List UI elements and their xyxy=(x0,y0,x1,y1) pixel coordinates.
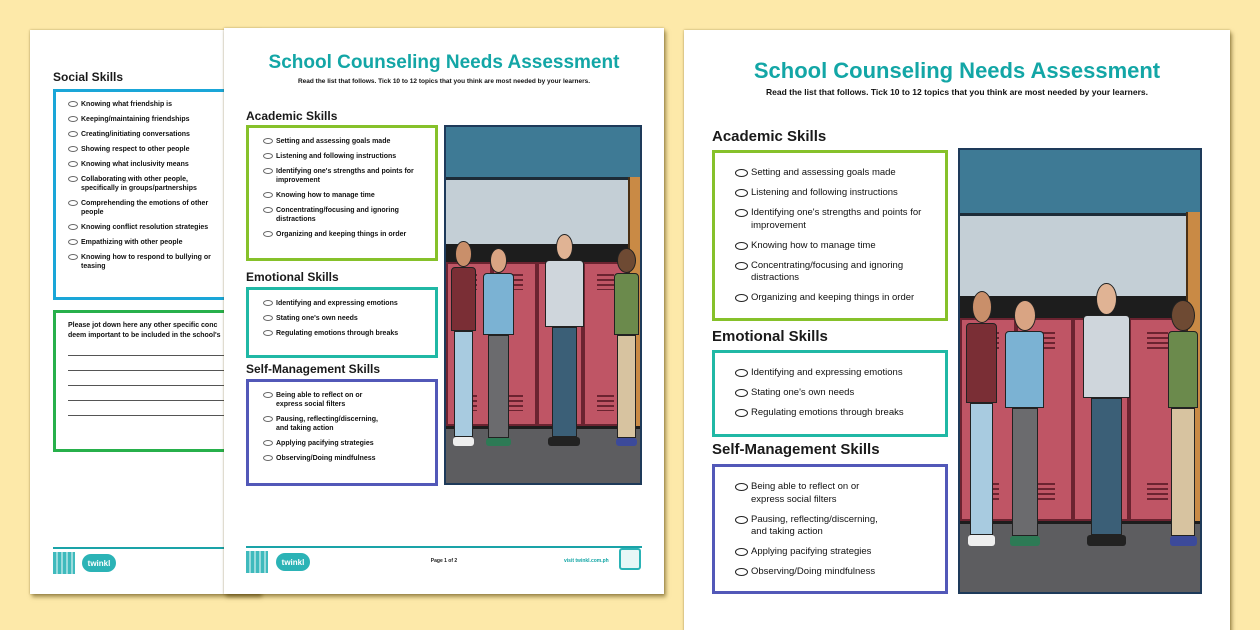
checklist-item[interactable]: Regulating emotions through breaks xyxy=(263,329,435,338)
checkbox-circle-icon[interactable] xyxy=(263,455,273,461)
checklist-item[interactable]: Pausing, reflecting/discerning, and taking action xyxy=(735,514,895,539)
checklist-item[interactable]: Pausing, reflecting/discerning, and taking action xyxy=(263,415,388,433)
checkbox-circle-icon[interactable] xyxy=(68,161,78,167)
checkbox-circle-icon[interactable] xyxy=(68,131,78,137)
checkbox-circle-icon[interactable] xyxy=(735,409,748,417)
checkbox-circle-icon[interactable] xyxy=(263,192,273,198)
checkbox-circle-icon[interactable] xyxy=(68,224,78,230)
checklist-item[interactable]: Identifying one's strengths and points for improvement xyxy=(263,167,423,185)
checklist-item[interactable]: Identifying one's strengths and points for improvement xyxy=(735,207,935,232)
checkbox-circle-icon[interactable] xyxy=(68,101,78,107)
document-instructions: Read the list that follows. Tick 10 to 12 topics that you think are most needed by your learners. xyxy=(297,78,591,85)
academic-skills-heading: Academic Skills xyxy=(712,128,827,145)
checkbox-circle-icon[interactable] xyxy=(735,483,748,491)
students-lockers-illustration xyxy=(958,148,1202,594)
document-title: School Counseling Needs Assessment xyxy=(268,52,620,73)
checkbox-circle-icon[interactable] xyxy=(68,116,78,122)
checkbox-circle-icon[interactable] xyxy=(735,169,748,177)
checklist-item[interactable]: Collaborating with other people, specifically in groups/partnerships xyxy=(68,175,218,193)
checklist-item[interactable]: Applying pacifying strategies xyxy=(735,546,945,559)
checklist-item[interactable]: Observing/Doing mindfulness xyxy=(735,566,945,579)
self-management-heading: Self-Management Skills xyxy=(712,441,880,458)
page-1-preview xyxy=(224,28,664,594)
social-skills-heading: Social Skills xyxy=(53,70,124,84)
footer-url[interactable]: visit twinkl.com.ph xyxy=(564,558,609,564)
self-management-box xyxy=(712,464,948,594)
checklist-item[interactable]: Concentrating/focusing and ignoring distractions xyxy=(263,206,408,224)
checklist-item[interactable]: Listening and following instructions xyxy=(263,152,435,161)
checkbox-circle-icon[interactable] xyxy=(735,242,748,250)
qr-code-icon xyxy=(53,552,75,574)
emotional-skills-heading: Emotional Skills xyxy=(246,270,339,284)
checklist-item[interactable]: Listening and following instructions xyxy=(735,187,945,200)
checkbox-circle-icon[interactable] xyxy=(263,231,273,237)
checkbox-circle-icon[interactable] xyxy=(735,262,748,270)
checklist-item[interactable]: Concentrating/focusing and ignoring distractions xyxy=(735,260,920,285)
checklist-item[interactable]: Comprehending the emotions of other people xyxy=(68,199,218,217)
checkbox-circle-icon[interactable] xyxy=(263,207,273,213)
checkbox-circle-icon[interactable] xyxy=(735,294,748,302)
checkbox-circle-icon[interactable] xyxy=(68,239,78,245)
checklist-item[interactable]: Stating one's own needs xyxy=(735,387,945,400)
checkbox-circle-icon[interactable] xyxy=(263,440,273,446)
checkbox-circle-icon[interactable] xyxy=(263,300,273,306)
checkbox-circle-icon[interactable] xyxy=(735,189,748,197)
checkbox-circle-icon[interactable] xyxy=(68,254,78,260)
emotional-skills-heading: Emotional Skills xyxy=(712,328,828,345)
checkbox-circle-icon[interactable] xyxy=(263,330,273,336)
checklist-item[interactable]: Being able to reflect on or express social filters xyxy=(735,481,875,506)
checklist-item[interactable]: Creating/initiating conversations xyxy=(68,130,260,139)
checkbox-circle-icon[interactable] xyxy=(735,548,748,556)
checklist-item[interactable]: Knowing how to manage time xyxy=(735,240,945,253)
checklist-item[interactable]: Applying pacifying strategies xyxy=(263,439,435,448)
document-title: School Counseling Needs Assessment xyxy=(753,58,1161,83)
checklist-item[interactable]: Identifying and expressing emotions xyxy=(263,299,435,308)
checklist-item[interactable]: Knowing what friendship is xyxy=(68,100,260,109)
emotional-skills-box xyxy=(246,287,438,358)
footer-divider xyxy=(246,546,642,548)
document-instructions: Read the list that follows. Tick 10 to 12 topics that you think are most needed by your learners. xyxy=(766,87,1148,97)
checkbox-circle-icon[interactable] xyxy=(68,200,78,206)
checklist-item[interactable]: Organizing and keeping things in order xyxy=(735,292,945,305)
academic-skills-box xyxy=(712,150,948,321)
checklist-item[interactable]: Regulating emotions through breaks xyxy=(735,407,945,420)
checkbox-circle-icon[interactable] xyxy=(263,315,273,321)
students-lockers-illustration xyxy=(444,125,642,485)
twinkl-logo-icon: twinkl xyxy=(276,553,310,571)
checklist-item[interactable]: Setting and assessing goals made xyxy=(735,167,945,180)
checkbox-circle-icon[interactable] xyxy=(263,168,273,174)
checklist-item[interactable]: Identifying and expressing emotions xyxy=(735,367,945,380)
self-management-heading: Self-Management Skills xyxy=(246,362,381,376)
checklist-item[interactable]: Knowing conflict resolution strategies xyxy=(68,223,260,232)
checkbox-circle-icon[interactable] xyxy=(68,146,78,152)
checkbox-circle-icon[interactable] xyxy=(263,392,273,398)
checkbox-circle-icon[interactable] xyxy=(735,209,748,217)
checklist-item[interactable]: Organizing and keeping things in order xyxy=(263,230,435,239)
checklist-item[interactable]: Knowing what inclusivity means xyxy=(68,160,260,169)
notes-prompt: deem important to be included in the school's xyxy=(68,332,221,339)
checklist-item[interactable]: Knowing how to respond to bullying or teasing xyxy=(68,253,218,271)
emotional-skills-box xyxy=(712,350,948,437)
twinkl-logo-icon: twinkl xyxy=(82,554,116,572)
checklist-item[interactable]: Setting and assessing goals made xyxy=(263,137,435,146)
checkbox-circle-icon[interactable] xyxy=(735,568,748,576)
checkbox-circle-icon[interactable] xyxy=(68,176,78,182)
academic-skills-heading: Academic Skills xyxy=(246,109,338,123)
checklist-item[interactable]: Knowing how to manage time xyxy=(263,191,435,200)
checklist-item[interactable]: Empathizing with other people xyxy=(68,238,260,247)
checkbox-circle-icon[interactable] xyxy=(263,416,273,422)
notes-prompt: Please jot down here any other specific conc xyxy=(68,322,218,329)
checklist-item[interactable]: Stating one's own needs xyxy=(263,314,435,323)
academic-skills-box xyxy=(246,125,438,261)
checklist-item[interactable]: Being able to reflect on or express social filters xyxy=(263,391,378,409)
checkbox-circle-icon[interactable] xyxy=(735,516,748,524)
checkbox-circle-icon[interactable] xyxy=(263,138,273,144)
quality-badge-icon xyxy=(619,548,641,570)
page-1-front xyxy=(684,30,1230,630)
checklist-item[interactable]: Observing/Doing mindfulness xyxy=(263,454,435,463)
checkbox-circle-icon[interactable] xyxy=(735,389,748,397)
checkbox-circle-icon[interactable] xyxy=(263,153,273,159)
checkbox-circle-icon[interactable] xyxy=(735,369,748,377)
checklist-item[interactable]: Keeping/maintaining friendships xyxy=(68,115,260,124)
self-management-box xyxy=(246,379,438,486)
page-number: Page 1 of 2 xyxy=(430,558,458,564)
checklist-item[interactable]: Showing respect to other people xyxy=(68,145,260,154)
